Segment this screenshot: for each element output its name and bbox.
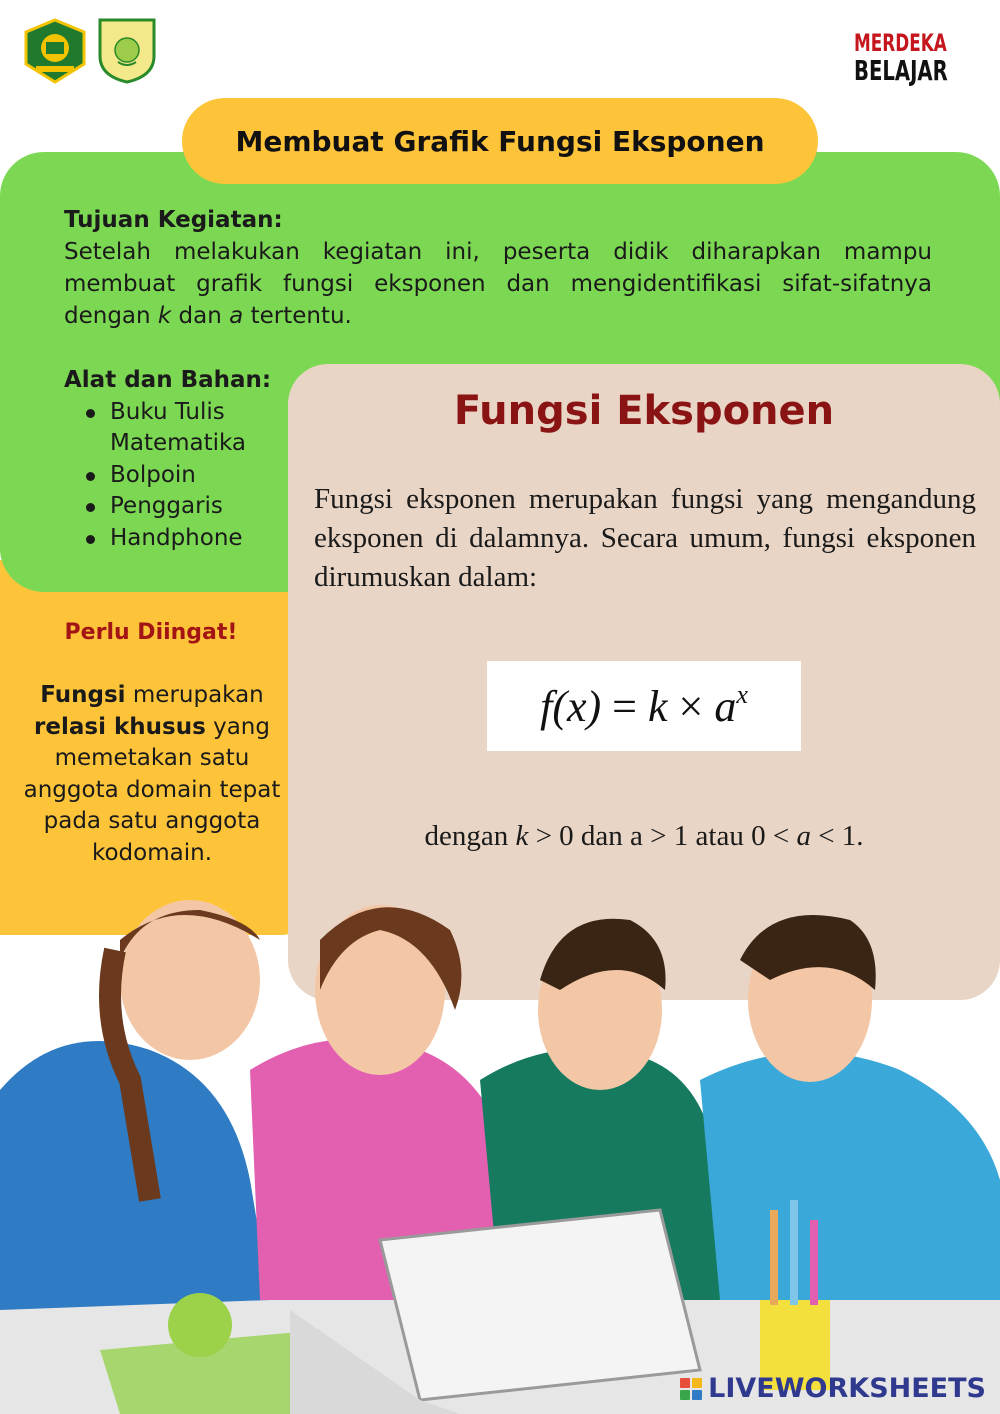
tujuan-heading: Tujuan Kegiatan: (64, 207, 283, 233)
list-item: Handphone (64, 523, 294, 555)
tujuan-text: Setelah melakukan kegiatan ini, peserta didik diharapkan mampu membuat grafik fungsi eksponen dan mengidentifikasi sifat-sifatnya dengan k dan a tertentu. (64, 239, 932, 329)
liveworksheets-brand (680, 1373, 986, 1404)
perlu-text: Fungsi merupakan relasi khusus yang memetakan satu anggota domain tepat pada satu anggota kodomain. (23, 682, 281, 866)
list-item: Bolpoin (64, 460, 294, 492)
merdeka-text: MERDEKA (853, 29, 947, 57)
yayasan-logo-icon (96, 16, 158, 84)
perlu-heading: Perlu Diingat! (64, 620, 238, 645)
page-title: Membuat Grafik Fungsi Eksponen (235, 124, 765, 158)
students-illustration (0, 880, 1000, 1414)
tujuan-section (64, 204, 932, 332)
liveworksheets-icon (680, 1378, 702, 1400)
kemenag-logo-icon (22, 18, 88, 84)
alat-section (64, 365, 294, 554)
fungsi-title: Fungsi Eksponen (453, 388, 835, 434)
list-item: Buku Tulis Matematika (64, 397, 294, 460)
liveworksheets-text: LIVEWORKSHEETS (708, 1373, 986, 1404)
alat-list (64, 397, 294, 555)
belajar-text: BELAJAR (853, 54, 948, 87)
fungsi-description: Fungsi eksponen merupakan fungsi yang mengandung eksponen di dalamnya. Secara umum, fungsi eksponen dirumuskan dalam: (314, 483, 976, 593)
formula: $f(x) = k \times a^x$ (540, 680, 748, 731)
formula-box (487, 661, 801, 751)
merdeka-belajar-logo (853, 29, 974, 87)
formula-condition: dengan k > 0 dan a > 1 atau 0 < a < 1. (424, 820, 864, 852)
alat-heading: Alat dan Bahan: (64, 367, 272, 393)
list-item: Penggaris (64, 491, 294, 523)
title-pill (182, 98, 818, 184)
